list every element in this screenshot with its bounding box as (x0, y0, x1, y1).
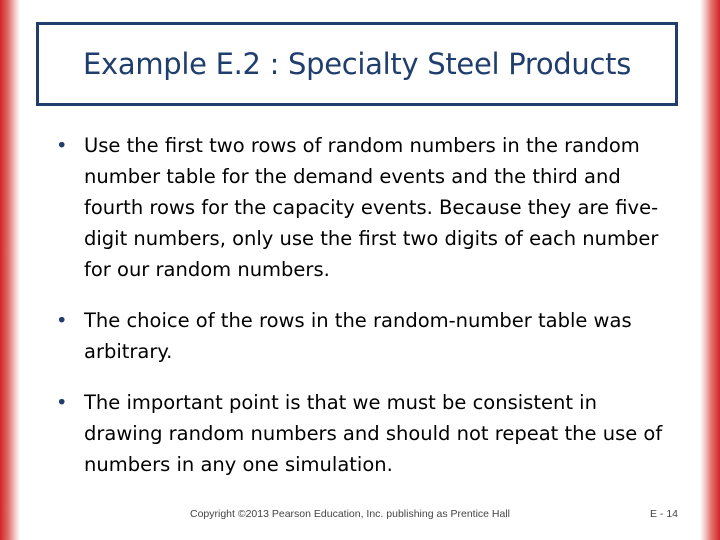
left-edge-decoration (0, 0, 20, 540)
bullet-text: Use the first two rows of random numbers in the random number table for the demand events and the third and fourth rows for the capacity events. Because they are five-digit numbers, only use the first two digits of each number for our random numbers. (84, 134, 659, 281)
page-number: E - 14 (649, 508, 678, 520)
bullet-text: The important point is that we must be consistent in drawing random numbers and should not repeat the use of numbers in any one simulation. (84, 391, 663, 476)
title-box (36, 22, 678, 106)
footer-copyright: Copyright ©2013 Pearson Education, Inc. publishing as Prentice Hall (190, 508, 511, 520)
slide-title: Example E.2 : Specialty Steel Products (82, 47, 632, 81)
bullet-icon: • (56, 309, 68, 332)
bullet-icon: • (56, 134, 68, 157)
bullet-text: The choice of the rows in the random-number table was arbitrary. (84, 309, 632, 363)
bullet-icon: • (56, 391, 68, 414)
bullet-item (50, 305, 670, 367)
bullet-list (50, 130, 670, 500)
bullet-item (50, 387, 670, 480)
bullet-item (50, 130, 670, 285)
right-edge-decoration (700, 0, 720, 540)
